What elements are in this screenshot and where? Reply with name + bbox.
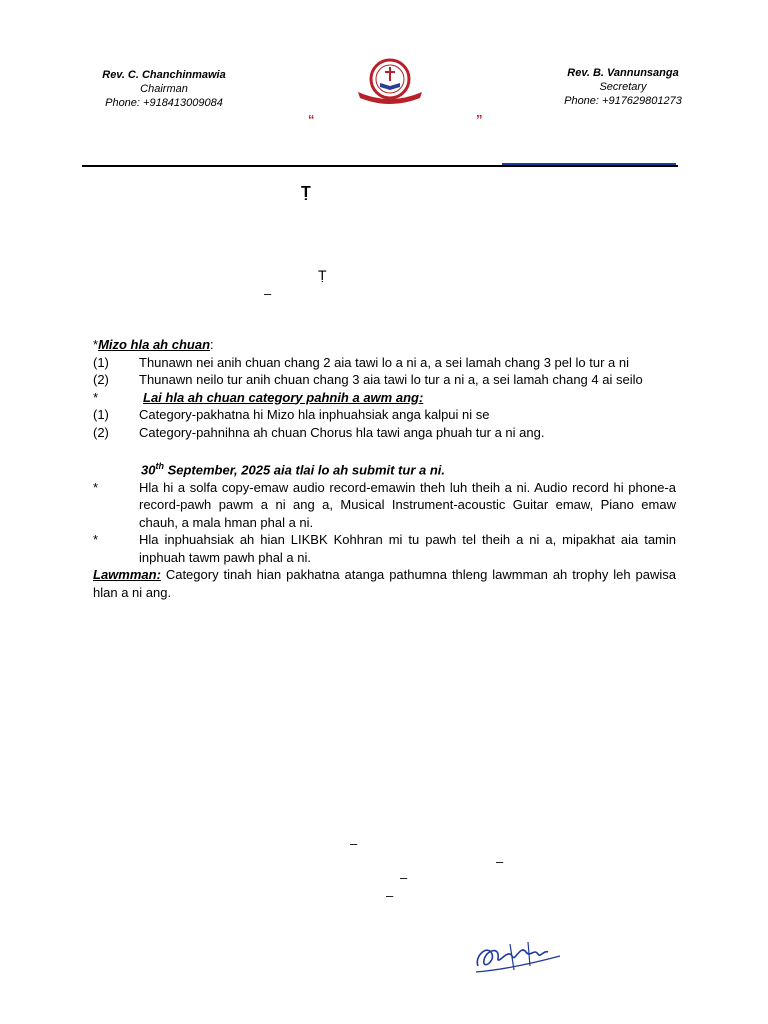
mizo-heading-line [93, 336, 676, 354]
lai-prefix: * [93, 389, 99, 405]
secretary-name: Rev. B. Vannunsanga [567, 67, 679, 79]
item-number: (2) [93, 424, 109, 440]
bullet-text: Hla inphuahsiak ah hian LIKBK Kohhran mi tu pawh tel theih a ni a, mipakhat aia tamin inphuah tawm pawh phal a ni. [139, 532, 676, 565]
bullet-text: Hla hi a solfa copy-emaw audio record-emawin theh luh theih a ni. Audio record hi phone-a record-pawh pawm a ni ang a, Musical Instrument-acoustic Guitar emaw, Piano emaw chauh, a mala hman phal a ni. [139, 479, 676, 530]
bullet-mark: * [93, 479, 99, 495]
mizo-colon: : [210, 337, 214, 352]
chairman-role: Chairman [140, 83, 188, 95]
quote-open: “ [308, 112, 315, 127]
mark-dash: – [386, 888, 394, 903]
item-number: (1) [93, 407, 109, 422]
header-divider [82, 165, 678, 167]
item-text: Category-pahnihna ah chuan Chorus hla tawi anga phuah tur a ni ang. [139, 424, 545, 440]
mark-dash: – [496, 854, 504, 869]
list-item [93, 424, 676, 442]
signature-icon [470, 936, 562, 980]
lawmman-label: Lawmman: [93, 567, 161, 583]
lai-heading: Lai hla ah chuan category pahnih a awm ang: [143, 389, 424, 405]
deadline-line [141, 458, 676, 479]
item-text: Thunawn nei anih chuan chang 2 aia tawi lo a ni a, a sei lamah chang 3 pel lo tur a ni [139, 354, 629, 370]
mark-dash: – [400, 870, 408, 885]
item-text: Thunawn neilo tur anih chuan chang 3 aia tawi lo tur a ni a, a sei lamah chang 4 ai seilo [139, 372, 643, 387]
lawmman-text: Category tinah hian pakhatna atanga pathumna thleng lawmman ah trophy leh pawisa hlan a ni ang. [93, 567, 676, 600]
mark-t1: Ṭ [301, 184, 311, 201]
bullet-item [93, 531, 676, 566]
item-number: (1) [93, 354, 109, 370]
header-divider-accent [502, 163, 676, 165]
bullet-item [93, 479, 676, 532]
deadline-day: 30 [141, 462, 156, 478]
secretary-phone: Phone: +917629801273 [564, 95, 682, 107]
mark-dash: – [350, 836, 358, 851]
list-item [93, 354, 676, 372]
list-item [93, 406, 676, 424]
quote-close: ” [476, 112, 483, 127]
chairman-block [88, 68, 240, 110]
church-emblem-icon [354, 56, 426, 106]
document-body [93, 336, 676, 601]
mark-t2: Ṭ [318, 267, 327, 283]
lawmman-paragraph [93, 566, 676, 601]
chairman-name: Rev. C. Chanchinmawia [102, 69, 226, 81]
lai-heading-line [93, 389, 676, 407]
secretary-block [548, 66, 698, 108]
church-logo [354, 56, 426, 106]
deadline-sup: th [155, 461, 164, 471]
mizo-heading: Mizo hla ah chuan [98, 337, 211, 352]
secretary-role: Secretary [599, 81, 647, 93]
mark-dash: – [264, 286, 272, 301]
chairman-phone: Phone: +918413009084 [105, 97, 223, 109]
mizo-prefix: * [93, 337, 99, 352]
signature [470, 936, 562, 980]
item-number: (2) [93, 372, 109, 387]
list-item [93, 371, 676, 389]
item-text: Category-pakhatna hi Mizo hla inphuahsiak anga kalpui ni se [139, 407, 490, 422]
bullet-mark: * [93, 532, 99, 548]
deadline-text: September, 2025 aia tlai lo ah submit tur a ni. [163, 462, 446, 478]
